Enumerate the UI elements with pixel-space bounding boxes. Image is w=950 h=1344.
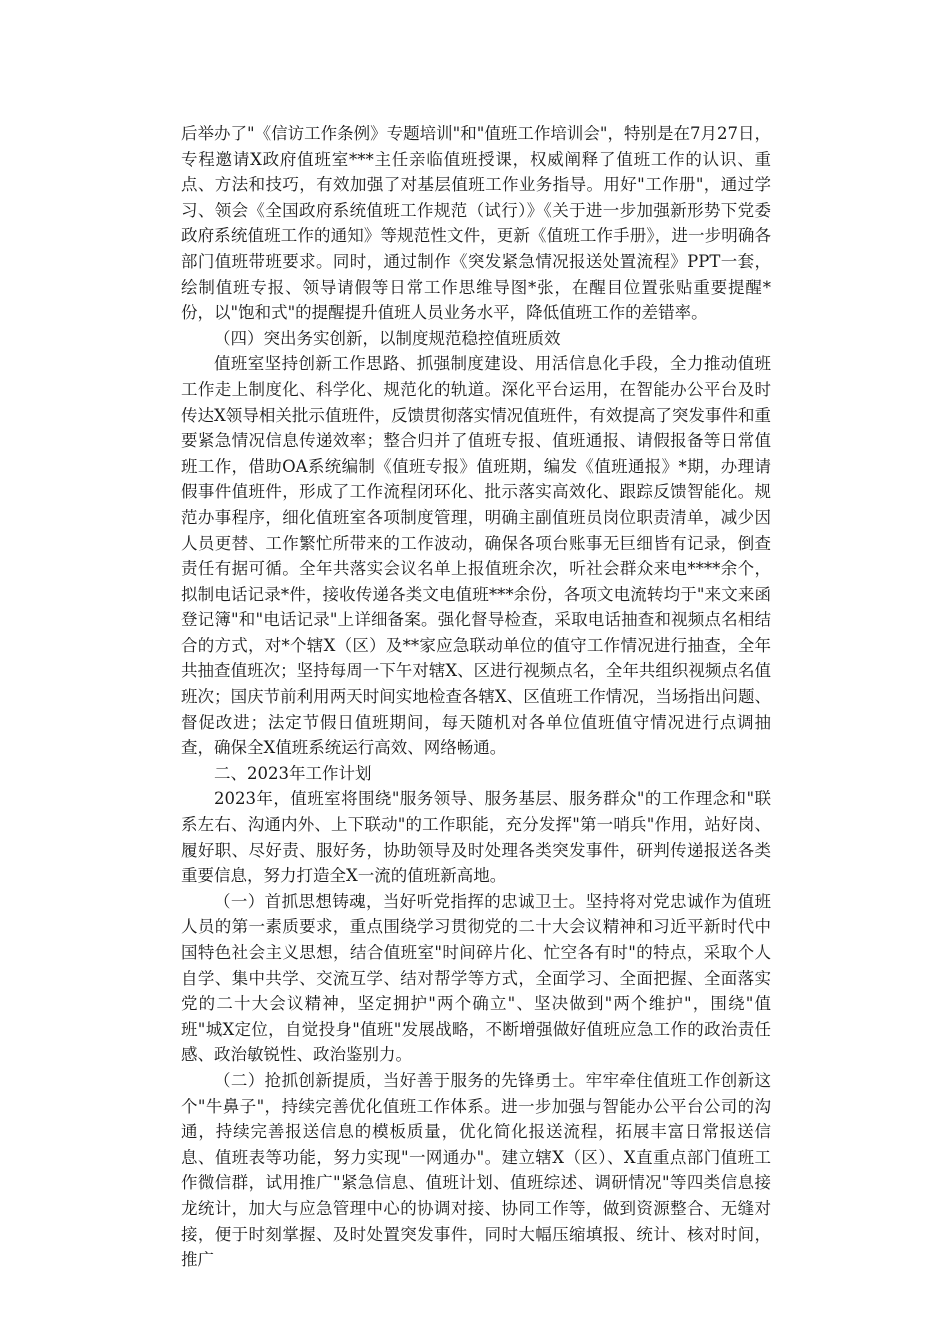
- document-body: [181, 121, 771, 1273]
- paragraph-innovation: 值班室坚持创新工作思路、抓强制度建设、用活信息化手段，全力推动值班工作走上制度化、科学化、规范化的轨道。深化平台运用，在智能办公平台及时传达X领导相关批示值班件，反馈贯彻落实情况值班件，有效提高了突发事件和重要紧急情况信息传递效率；整合归并了值班专报、值班通报、请假报备等日常值班工作，借助OA系统编制《值班专报》值班期，编发《值班通报》*期，办理请假事件值班件，形成了工作流程闭环化、批示落实高效化、跟踪反馈智能化。规范办事程序，细化值班室各项制度管理，明确主副值班员岗位职责清单，减少因人员更替、工作繁忙所带来的工作波动，确保各项台账事无巨细皆有记录，倒查责任有据可循。全年共落实会议名单上报值班余次，听社会群众来电****余个，拟制电话记录*件，接收传递各类文电值班***余份，各项文电流转均于"来文来函登记簿"和"电话记录"上详细备案。强化督导检查，采取电话抽查和视频点名相结合的方式，对*个辖X（区）及**家应急联动单位的值守工作情况进行抽查，全年共抽查值班次；坚持每周一下午对辖X、区进行视频点名，全年共组织视频点名值班次；国庆节前利用两天时间实地检查各辖X、区值班工作情况，当场指出问题、督促改进；法定节假日值班期间，每天随机对各单位值班值守情况进行点调抽查，确保全X值班系统运行高效、网络畅通。: [181, 354, 771, 758]
- section-heading-2023-plan: 二、2023年工作计划: [214, 763, 372, 783]
- paragraph-plan-two: （二）抢抓创新提质，当好善于服务的先锋勇士。牢牢牵住值班工作创新这个"牛鼻子"，持续完善优化值班工作体系。进一步加强与智能办公平台公司的沟通，持续完善报送信息的模板质量，优化简化报送流程，拓展丰富日常报送信息、值班表等功能，努力实现"一网通办"。建立辖X（区）、X直重点部门值班工作微信群，试用推广"紧急信息、值班计划、值班综述、调研情况"等四类信息接龙统计，加大与应急管理中心的协调对接、协同工作等，做到资源整合、无缝对接，便于时刻掌握、及时处置突发事件，同时大幅压缩填报、统计、核对时间，推广: [181, 1070, 771, 1270]
- paragraph-plan-one: （一）首抓思想铸魂，当好听党指挥的忠诚卫士。坚持将对党忠诚作为值班人员的第一素质要求，重点围绕学习贯彻党的二十大会议精神和习近平新时代中国特色社会主义思想，结合值班室"时间碎片化、忙空各有时"的特点，采取个人自学、集中共学、交流互学、结对帮学等方式，全面学习、全面把握、全面落实党的二十大会议精神，坚定拥护"两个确立"、坚决做到"两个维护"，围绕"值班"城X定位，自觉投身"值班"发展战略，不断增强做好值班应急工作的政治责任感、政治敏锐性、政治鉴别力。: [181, 891, 771, 1065]
- paragraph-continuation: 后举办了"《信访工作条例》专题培训"和"值班工作培训会"，特别是在7月27日，专程邀请X政府值班室***主任亲临值班授课，权威阐释了值班工作的认识、重点、方法和技巧，有效加强了对基层值班工作业务指导。用好"工作册"，通过学习、领会《全国政府系统值班工作规范（试行）》《关于进一步加强新形势下党委政府系统值班工作的通知》等规范性文件，更新《值班工作手册》，进一步明确各部门值班带班要求。同时，通过制作《突发紧急情况报送处置流程》PPT一套，绘制值班专报、领导请假等日常工作思维导图*张，在醒目位置张贴重要提醒*份，以"饱和式"的提醒提升值班人员业务水平，降低值班工作的差错率。: [181, 124, 771, 323]
- section-heading-four: （四）突出务实创新，以制度规范稳控值班质效: [214, 328, 561, 348]
- paragraph-2023-intro: 2023年，值班室将围绕"服务领导、服务基层、服务群众"的工作理念和"联系左右、沟通内外、上下联动"的工作职能，充分发挥"第一哨兵"作用，站好岗、履好职、尽好责、服好务，协助领导及时处理各类突发事件，研判传递报送各类重要信息，努力打造全X一流的值班新高地。: [181, 789, 771, 886]
